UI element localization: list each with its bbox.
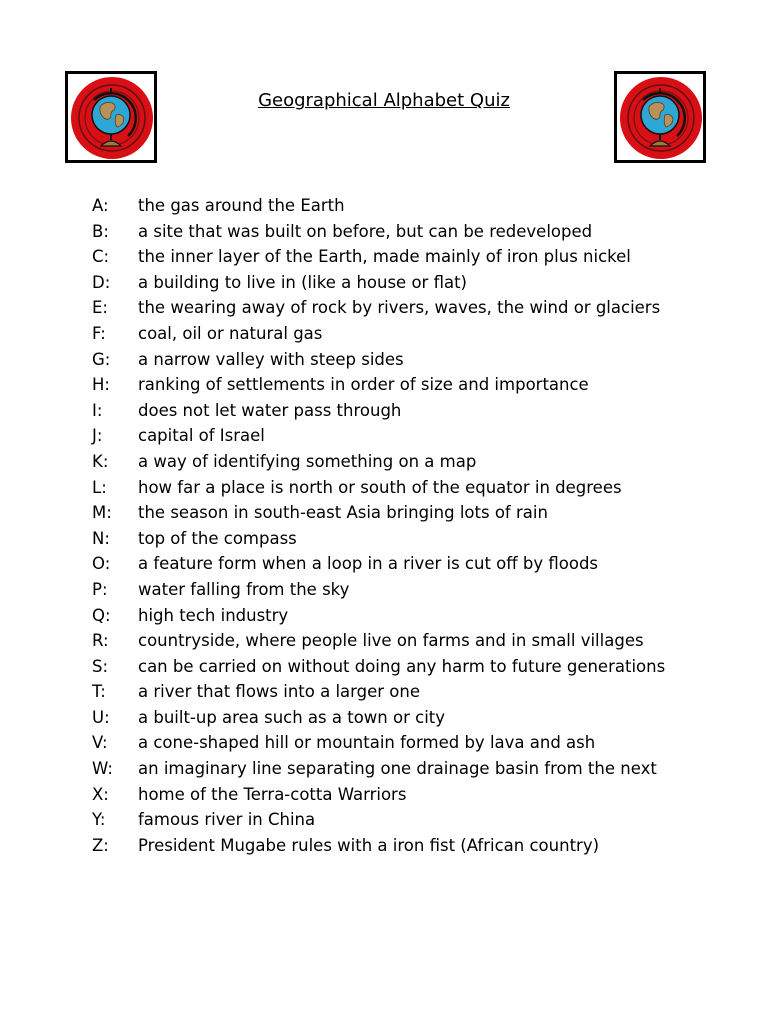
- quiz-item: [92, 347, 676, 373]
- quiz-letter: B:: [92, 221, 109, 241]
- quiz-item: [92, 705, 676, 731]
- quiz-item: [92, 807, 676, 833]
- quiz-clue: does not let water pass through: [138, 400, 402, 420]
- quiz-clue: coal, oil or natural gas: [138, 323, 323, 343]
- quiz-clue: a river that flows into a larger one: [138, 682, 420, 702]
- quiz-clue: famous river in China: [138, 810, 316, 830]
- quiz-letter: U:: [92, 707, 110, 727]
- quiz-clue: a cone-shaped hill or mountain formed by lava and ash: [138, 733, 596, 753]
- quiz-item: [92, 372, 676, 398]
- quiz-letter: G:: [92, 349, 111, 369]
- quiz-clue: home of the Terra-cotta Warriors: [138, 784, 407, 804]
- quiz-item: [92, 756, 676, 782]
- quiz-item: [92, 500, 676, 526]
- quiz-clue: a site that was built on before, but can be redeveloped: [138, 221, 593, 241]
- quiz-clue: President Mugabe rules with a iron fist (African country): [138, 835, 600, 855]
- globe-icon: [68, 74, 154, 160]
- quiz-clue: how far a place is north or south of the equator in degrees: [138, 477, 622, 497]
- quiz-letter: J:: [92, 426, 103, 446]
- quiz-clue: high tech industry: [138, 605, 289, 625]
- quiz-item: [92, 449, 676, 475]
- quiz-item: [92, 526, 676, 552]
- quiz-letter: N:: [92, 528, 110, 548]
- quiz-letter: X:: [92, 784, 109, 804]
- quiz-item: [92, 628, 676, 654]
- quiz-clue: the inner layer of the Earth, made mainly of iron plus nickel: [138, 247, 631, 267]
- globe-icon: [617, 74, 703, 160]
- quiz-clue: the wearing away of rock by rivers, waves, the wind or glaciers: [138, 298, 661, 318]
- globe-logo-right: [614, 71, 706, 163]
- quiz-letter: S:: [92, 656, 109, 676]
- quiz-clue: a way of identifying something on a map: [138, 451, 477, 471]
- quiz-letter: M:: [92, 503, 112, 523]
- quiz-clue: can be carried on without doing any harm to future generations: [138, 656, 666, 676]
- quiz-letter: V:: [92, 733, 108, 753]
- quiz-clue: the season in south-east Asia bringing lots of rain: [138, 503, 548, 523]
- quiz-letter: T:: [92, 682, 106, 702]
- quiz-letter: P:: [92, 579, 108, 599]
- quiz-item: [92, 219, 676, 245]
- quiz-letter: L:: [92, 477, 107, 497]
- quiz-item: [92, 577, 676, 603]
- quiz-clue: a building to live in (like a house or flat): [138, 272, 467, 292]
- quiz-letter: K:: [92, 451, 109, 471]
- quiz-letter: R:: [92, 631, 109, 651]
- quiz-item: [92, 679, 676, 705]
- quiz-letter: A:: [92, 196, 109, 215]
- quiz-clue: water falling from the sky: [138, 579, 350, 599]
- quiz-item: [92, 398, 676, 424]
- quiz-item: [92, 295, 676, 321]
- quiz-letter: E:: [92, 298, 108, 318]
- quiz-item: [92, 551, 676, 577]
- quiz-letter: Y:: [92, 810, 106, 830]
- quiz-item: [92, 423, 676, 449]
- quiz-item: [92, 475, 676, 501]
- quiz-item: [92, 782, 676, 808]
- quiz-clue: the gas around the Earth: [138, 196, 345, 215]
- quiz-clue: ranking of settlements in order of size and importance: [138, 375, 589, 395]
- quiz-clue: an imaginary line separating one drainage basin from the next: [138, 759, 657, 779]
- quiz-item: [92, 193, 676, 219]
- quiz-clue: a narrow valley with steep sides: [138, 349, 404, 369]
- quiz-letter: F:: [92, 323, 106, 343]
- quiz-item: [92, 654, 676, 680]
- quiz-item: [92, 321, 676, 347]
- quiz-letter: D:: [92, 272, 111, 292]
- globe-logo-left: [65, 71, 157, 163]
- quiz-letter: H:: [92, 375, 110, 395]
- quiz-clue: capital of Israel: [138, 426, 265, 446]
- quiz-clue: countryside, where people live on farms and in small villages: [138, 631, 644, 651]
- quiz-letter: W:: [92, 759, 113, 779]
- quiz-clue: top of the compass: [138, 528, 297, 548]
- quiz-item: [92, 603, 676, 629]
- quiz-letter: Z:: [92, 835, 109, 855]
- quiz-item: [92, 244, 676, 270]
- quiz-letter: O:: [92, 554, 111, 574]
- quiz-letter: Q:: [92, 605, 111, 625]
- quiz-clue: a feature form when a loop in a river is cut off by floods: [138, 554, 599, 574]
- quiz-item: [92, 833, 676, 859]
- quiz-clue: a built-up area such as a town or city: [138, 707, 446, 727]
- quiz-list: [92, 193, 676, 858]
- quiz-letter: I:: [92, 400, 103, 420]
- quiz-item: [92, 730, 676, 756]
- page-title: Geographical Alphabet Quiz: [258, 90, 510, 111]
- quiz-letter: C:: [92, 247, 110, 267]
- quiz-item: [92, 270, 676, 296]
